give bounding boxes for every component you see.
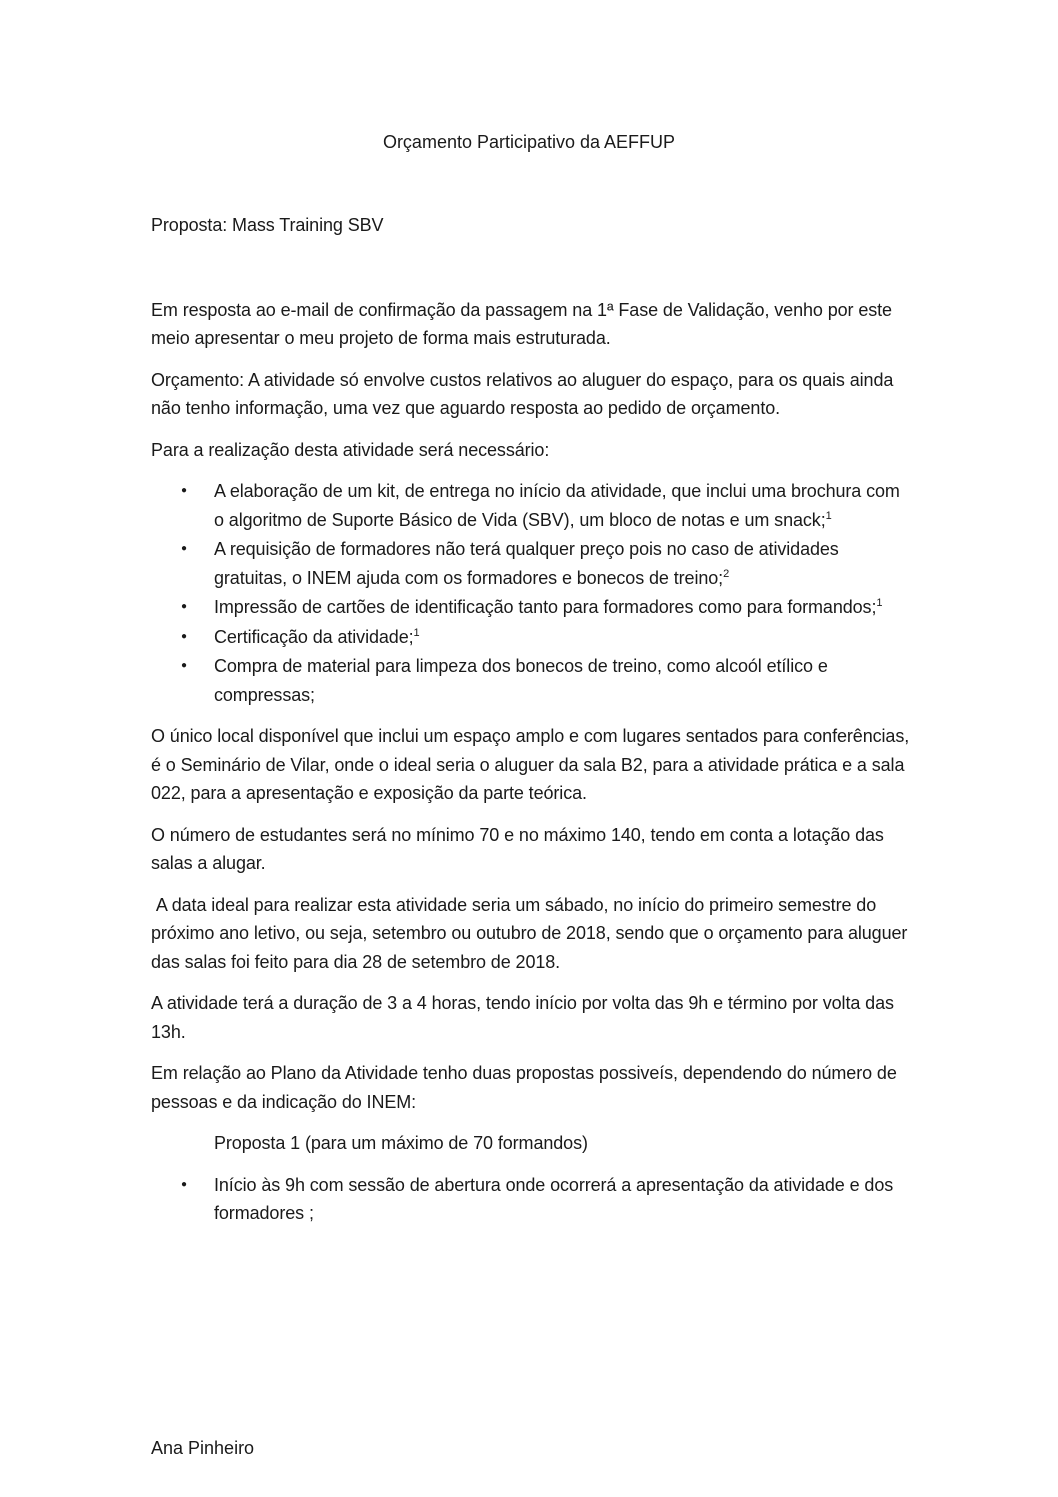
list-item-text: Início às 9h com sessão de abertura onde ocorrerá a apresentação da atividade e dos formadores ; — [214, 1174, 894, 1223]
duration-paragraph: A atividade terá a duração de 3 a 4 horas, tendo início por volta das 9h e término por volta das 13h. — [151, 993, 894, 1042]
proposal-1-heading: Proposta 1 (para um máximo de 70 formandos) — [214, 1133, 588, 1153]
footnote-ref: 1 — [413, 626, 420, 639]
list-item — [151, 1171, 911, 1228]
list-item — [151, 535, 911, 592]
requirements-intro: Para a realização desta atividade será necessário: — [151, 439, 550, 460]
list-item-text: A requisição de formadores não terá qualquer preço pois no caso de atividades gratuitas, o INEM ajuda com os formadores e bonecos de treino; — [214, 539, 839, 588]
date-paragraph: A data ideal para realizar esta atividade seria um sábado, no início do primeiro semestre do próximo ano letivo, ou seja, setembro ou outubro de 2018, sendo que o orçamento para aluguer das salas foi feito para dia 28 de setembro de 2018. — [151, 894, 913, 972]
list-item-text: Compra de material para limpeza dos bonecos de treino, como alcoól etílico e compressas; — [214, 656, 828, 705]
document-title: Orçamento Participativo da AEFFUP — [382, 132, 676, 152]
requirements-list — [151, 477, 911, 709]
students-paragraph: O número de estudantes será no mínimo 70 e no máximo 140, tendo em conta a lotação das salas a alugar. — [151, 824, 884, 873]
plan-paragraph: Em relação ao Plano da Atividade tenho duas propostas possiveís, dependendo do número de pessoas e da indicação do INEM: — [151, 1063, 897, 1112]
list-item — [151, 652, 911, 709]
list-item — [151, 593, 911, 622]
document-body — [151, 211, 911, 1241]
list-item-text: Certificação da atividade; — [214, 626, 414, 647]
list-item-text: Impressão de cartões de identificação tanto para formadores como para formandos; — [214, 597, 877, 617]
budget-paragraph: Orçamento: A atividade só envolve custos relativos ao aluguer do espaço, para os quais ainda não tenho informação, uma vez que aguardo resposta ao pedido de orçamento. — [151, 369, 894, 418]
venue-paragraph: O único local disponível que inclui um espaço amplo e com lugares sentados para conferências, é o Seminário de Vilar, onde o ideal seria o aluguer da sala B2, para a atividade prática e a sala 022, para a apresentação e exposição da parte teórica. — [151, 726, 910, 803]
list-item-text: A elaboração de um kit, de entrega no início da atividade, que inclui uma brochura com o algoritmo de Suporte Básico de Vida (SBV), um bloco de notas e um snack; — [214, 481, 900, 530]
proposal-label: Proposta: Mass Training SBV — [151, 215, 384, 235]
footnote-ref: 2 — [723, 567, 730, 580]
intro-paragraph: Em resposta ao e-mail de confirmação da passagem na 1ª Fase de Validação, venho por este meio apresentar o meu projeto de forma mais estruturada. — [151, 299, 892, 348]
list-item — [151, 477, 911, 534]
footer-author: Ana Pinheiro — [151, 1438, 255, 1458]
proposal-1-list — [151, 1171, 911, 1228]
footnote-ref: 1 — [825, 509, 832, 522]
footnote-ref: 1 — [876, 597, 883, 609]
list-item — [151, 623, 911, 652]
